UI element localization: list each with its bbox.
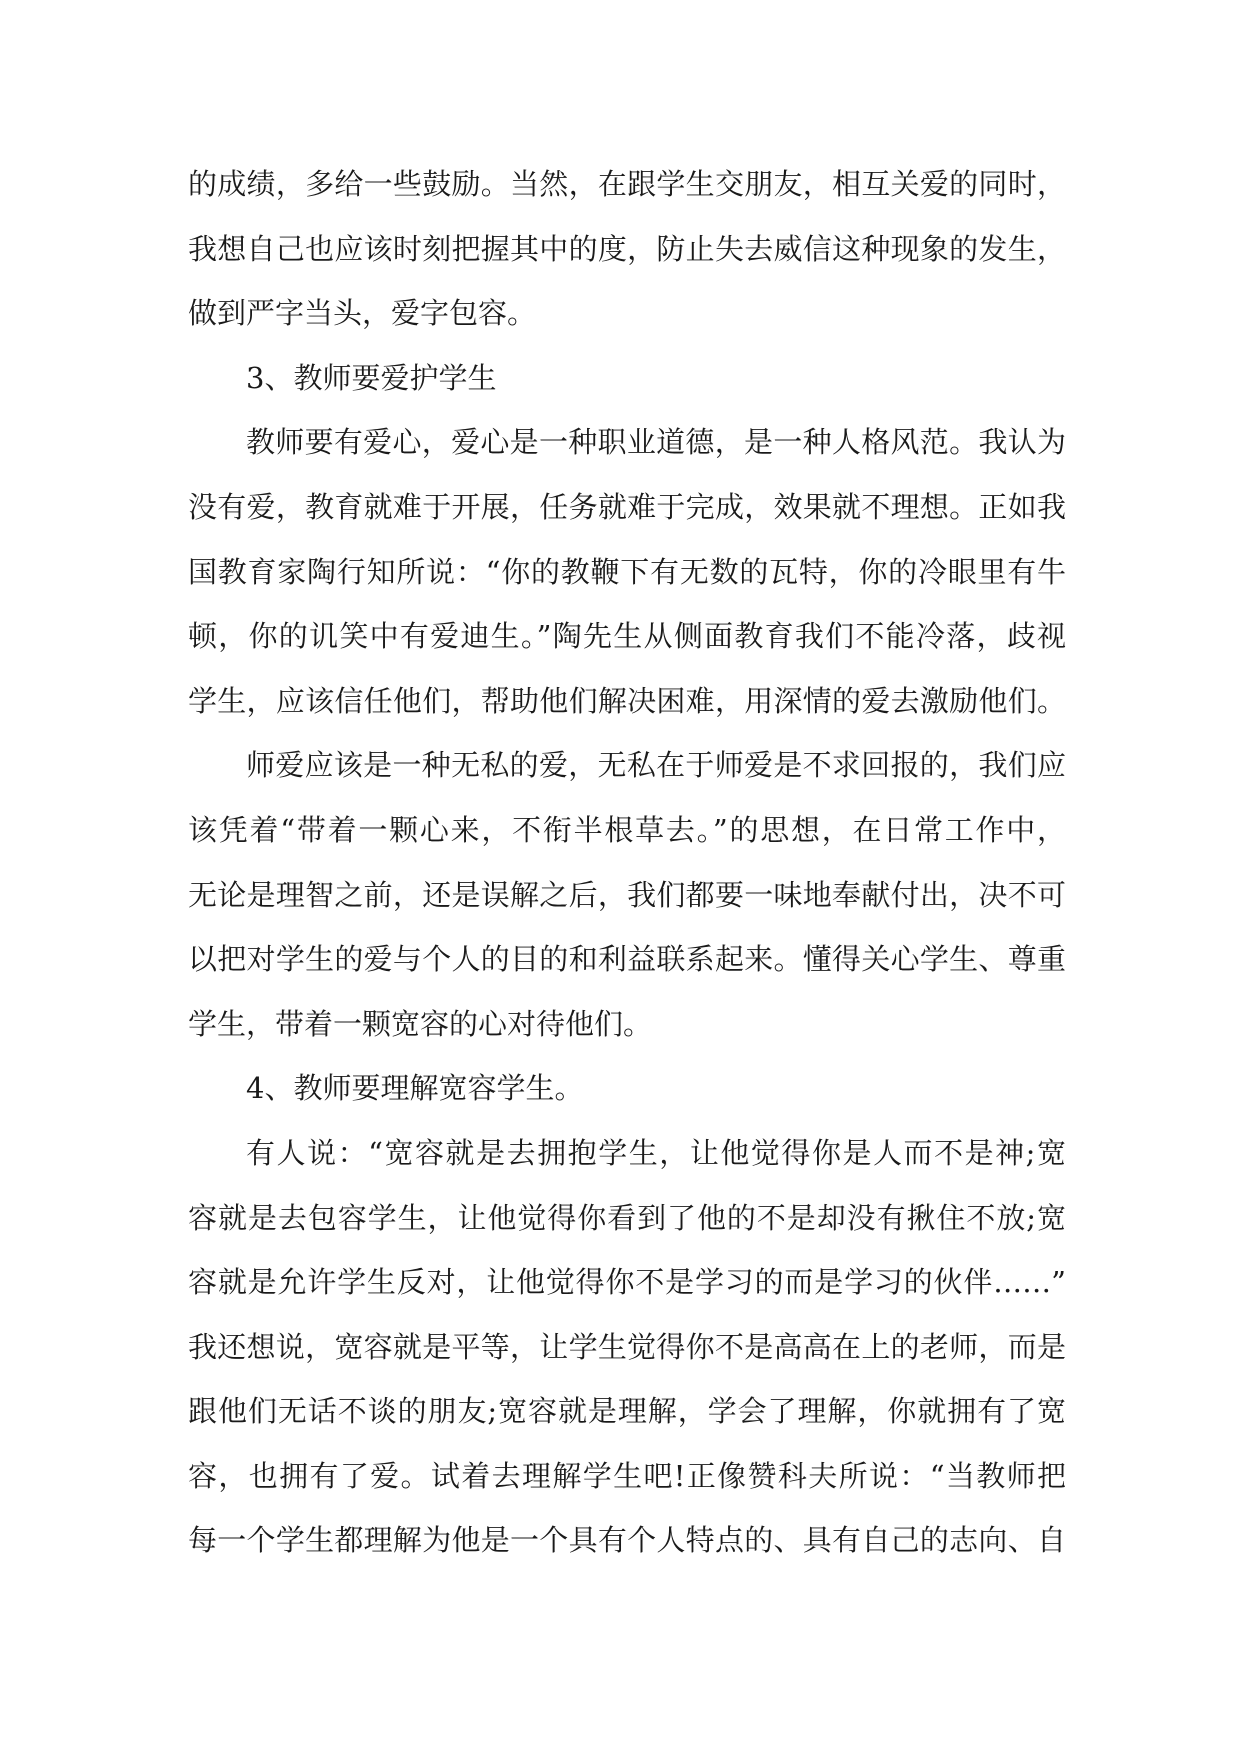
text-line: 4、教师要理解宽容学生。 bbox=[246, 1071, 584, 1106]
text-line: 做到严字当头，爱字包容。 bbox=[188, 296, 537, 331]
text-line: 容，也拥有了爱。试着去理解学生吧!正像赞科夫所说：“当教师把 bbox=[188, 1458, 1066, 1493]
text-line: 无论是理智之前，还是误解之后，我们都要一味地奉献付出，决不可 bbox=[188, 877, 1066, 912]
document-body bbox=[188, 152, 1066, 1573]
text-line: 学生，带着一颗宽容的心对待他们。 bbox=[188, 1006, 653, 1041]
text-line: 3、教师要爱护学生 bbox=[246, 360, 497, 395]
text-line: 学生，应该信任他们，帮助他们解决困难，用深情的爱去激励他们。 bbox=[188, 683, 1066, 718]
text-line: 师爱应该是一种无私的爱，无私在于师爱是不求回报的，我们应 bbox=[246, 748, 1066, 783]
text-line: 的成绩，多给一些鼓励。当然，在跟学生交朋友，相互关爱的同时， bbox=[188, 167, 1066, 201]
text-line: 跟他们无话不谈的朋友;宽容就是理解，学会了理解，你就拥有了宽 bbox=[188, 1394, 1066, 1429]
text-line: 以把对学生的爱与个人的目的和利益联系起来。懂得关心学生、尊重 bbox=[188, 942, 1066, 977]
text-line: 我还想说，宽容就是平等，让学生觉得你不是高高在上的老师，而是 bbox=[188, 1329, 1066, 1364]
text-line: 有人说：“宽容就是去拥抱学生，让他觉得你是人而不是神;宽 bbox=[246, 1135, 1066, 1170]
text-line: 我想自己也应该时刻把握其中的度，防止失去威信这种现象的发生， bbox=[188, 231, 1066, 266]
text-line: 每一个学生都理解为他是一个具有个人特点的、具有自己的志向、自 bbox=[188, 1523, 1066, 1558]
text-line: 容就是允许学生反对，让他觉得你不是学习的而是学习的伙伴……” bbox=[188, 1265, 1066, 1300]
text-line: 国教育家陶行知所说：“你的教鞭下有无数的瓦特，你的冷眼里有牛 bbox=[188, 554, 1066, 589]
text-line: 容就是去包容学生，让他觉得你看到了他的不是却没有揪住不放;宽 bbox=[188, 1200, 1066, 1235]
text-line: 没有爱，教育就难于开展，任务就难于完成，效果就不理想。正如我 bbox=[188, 489, 1066, 524]
text-line: 顿，你的讥笑中有爱迪生。”陶先生从侧面教育我们不能冷落，歧视 bbox=[188, 619, 1066, 654]
text-line: 该凭着“带着一颗心来，不衔半根草去。”的思想，在日常工作中， bbox=[188, 812, 1066, 847]
text-line: 教师要有爱心，爱心是一种职业道德，是一种人格风范。我认为 bbox=[246, 425, 1066, 460]
